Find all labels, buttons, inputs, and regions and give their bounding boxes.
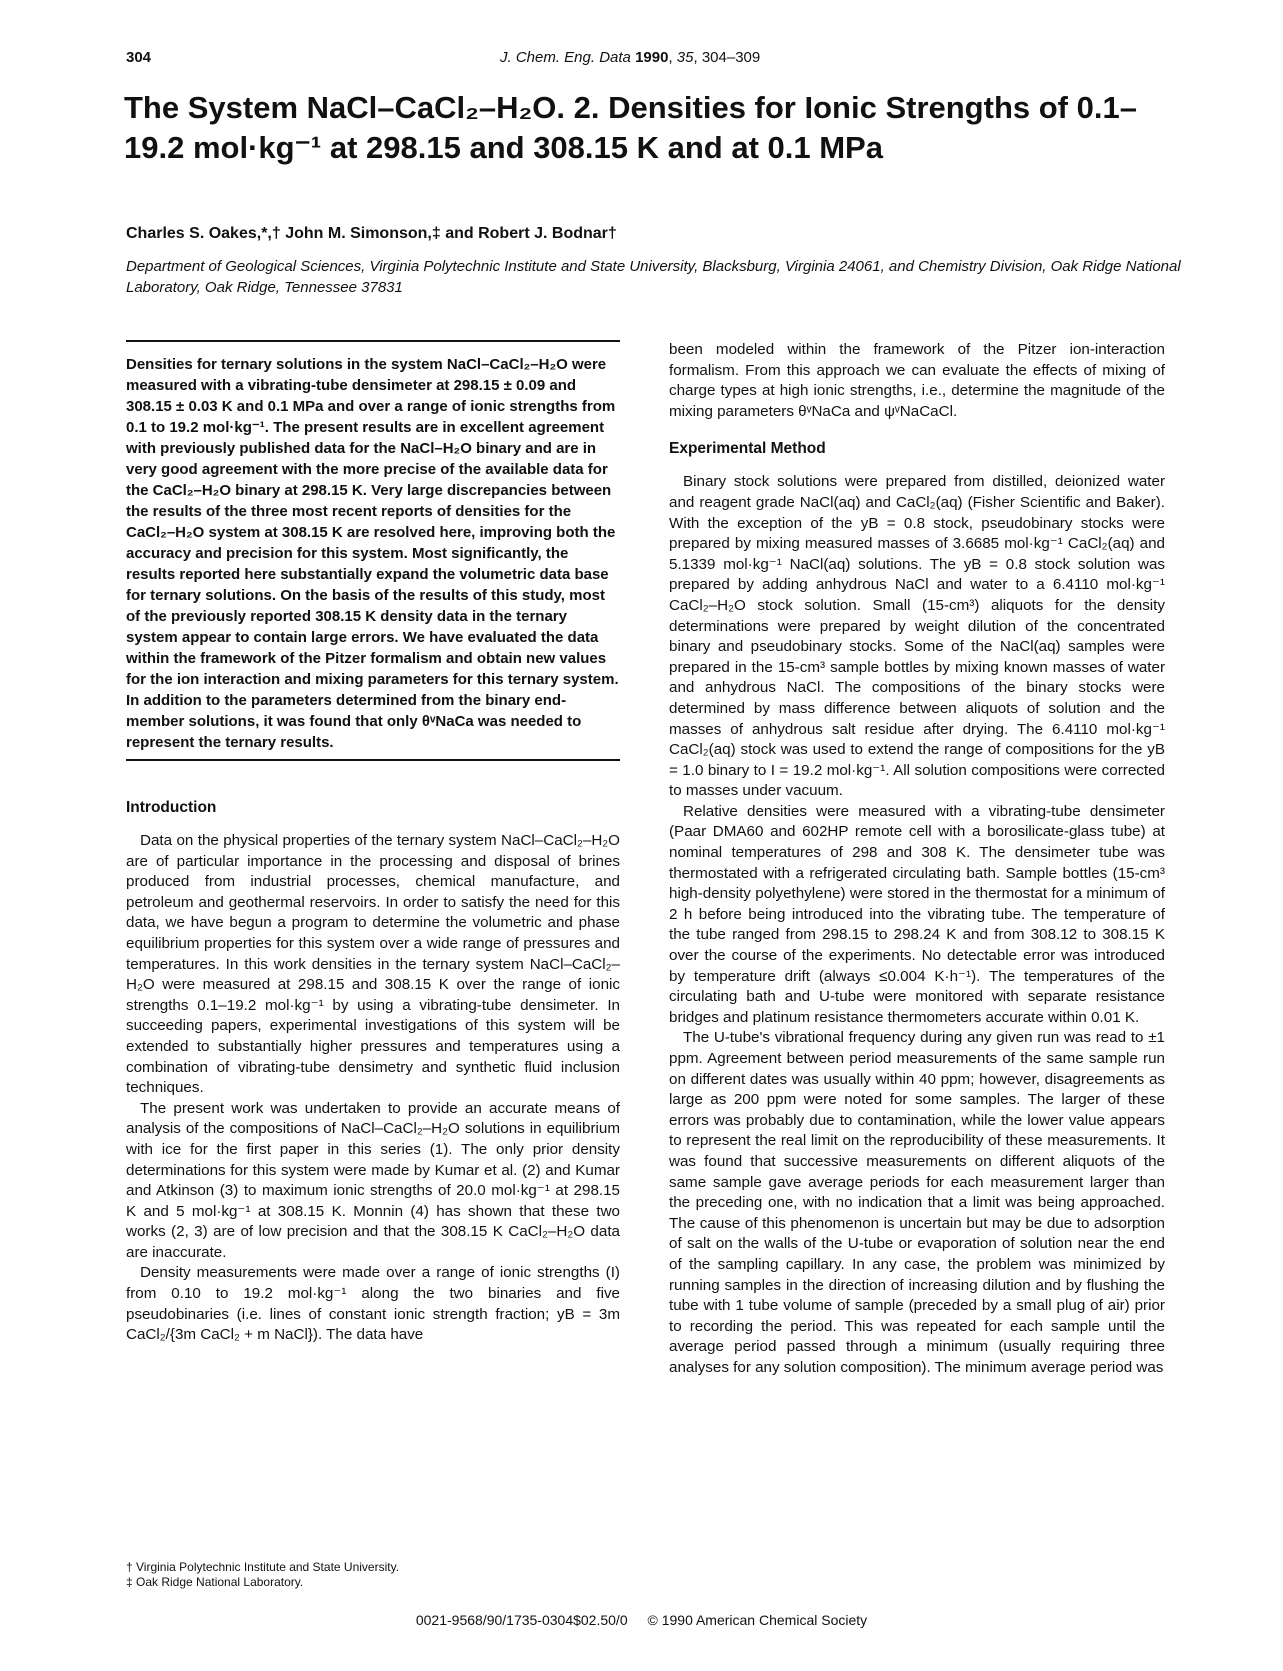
right-column — [669, 340, 1165, 1379]
abstract: Densities for ternary solutions in the system NaCl–CaCl₂–H₂O were measured with a vibrating-tube densimeter at 298.15 ± 0.09 and 308.15 ± 0.03 K and 0.1 MPa and over a range of ionic strengths from 0.1 to 19.2 mol·kg⁻¹. The present results are in excellent agreement with previously published data for the NaCl–H₂O binary and are in very good agreement with the more precise of the available data for the CaCl₂–H₂O binary at 298.15 K. Very large discrepancies between the results of the three most recent reports of densities for the CaCl₂–H₂O system at 308.15 K are resolved here, improving both the accuracy and precision for this system. Most significantly, the results reported here substantially expand the volumetric data base for ternary solutions. On the basis of the results of this study, most of the previously reported 308.15 K density data in the ternary system appear to contain large errors. We have evaluated the data within the framework of the Pitzer formalism and obtain new values for the ion interaction and mixing parameters for this ternary system. In addition to the parameters determined from the binary end-member solutions, it was found that only θᵛNaCa was needed to represent the ternary results. — [126, 356, 619, 751]
intro-paragraph: The present work was undertaken to provide an accurate means of analysis of the compositions of NaCl–CaCl₂–H₂O solutions in equilibrium with ice for the first paper in this series (1). The only prior density determinations for this system were made by Kumar et al. (2) and Kumar and Atkinson (3) to maximum ionic strengths of 20.0 mol·kg⁻¹ at 298.15 K and 5 mol·kg⁻¹ at 308.15 K. Monnin (4) has shown that these two works (2, 3) are of low precision and that the 308.15 K CaCl₂–H₂O data are inaccurate. — [126, 1099, 620, 1261]
copyright: © 1990 American Chemical Society — [647, 1612, 868, 1628]
experimental-paragraph: Relative densities were measured with a vibrating-tube densimeter (Paar DMA60 and 602HP remote cell with a borosilicate-glass tube) at nominal temperatures of 298 and 308 K. The densimeter tube was thermostated with a refrigerated circulating bath. Sample bottles (15-cm³ high-density polyethylene) were stored in the thermostat for a minimum of 2 h before being introduced into the vibrating tube. The temperature of the tube ranged from 298.15 to 298.24 K and from 308.12 to 308.15 K over the course of the experiments. No detectable error was introduced by temperature drift (always ≤0.004 K·h⁻¹). The temperatures of the circulating bath and U-tube were monitored with separate resistance bridges and platinum resistance thermometers accurate within 0.01 K. — [669, 802, 1165, 1026]
intro-continuation: been modeled within the framework of the Pitzer ion-interaction formalism. From this approach we can evaluate the effects of mixing of charge types at high ionic strengths, i.e., determine the magnitude of the mixing parameters θᵛNaCa and ψᵛNaCaCl. — [669, 341, 1165, 420]
introduction-heading: Introduction — [126, 799, 217, 816]
footnote: † Virginia Polytechnic Institute and State University. — [126, 1560, 400, 1574]
journal-volume: 35 — [676, 49, 694, 66]
affiliation: Department of Geological Sciences, Virginia Polytechnic Institute and State University, Blacksburg, Virginia 24061, and Chemistry Division, Oak Ridge National Laboratory, Oak Ridge, Tennessee 37831 — [126, 258, 1181, 296]
page-number: 304 — [126, 49, 152, 66]
journal-citation: J. Chem. Eng. Data 1990, 35, 304–309 — [500, 49, 761, 66]
journal-year: 1990 — [635, 49, 669, 66]
intro-paragraph: Data on the physical properties of the ternary system NaCl–CaCl₂–H₂O are of particular importance in the processing and disposal of brines produced from industrial processes, chemical manufacture, and petroleum and geothermal reservoirs. In order to satisfy the need for this data, we have begun a program to determine the volumetric and phase equilibrium properties for this system over a wide range of pressures and temperatures. In this work densities in the ternary system NaCl–CaCl₂–H₂O were measured at 298.15 and 308.15 K over the range of ionic strengths 0.1–19.2 mol·kg⁻¹ by using a vibrating-tube densimeter. In succeeding papers, experimental investigations of this system will be extended to substantially higher pressures and temperatures using a combination of vibrating-tube densimetry and synthetic fluid inclusion techniques. — [126, 832, 620, 1097]
author-list: Charles S. Oakes,*,† John M. Simonson,‡ and Robert J. Bodnar† — [126, 225, 617, 242]
footnote: ‡ Oak Ridge National Laboratory. — [126, 1575, 304, 1589]
abstract-rule-bottom — [126, 759, 620, 761]
article-code: 0021-9568/90/1735-0304$02.50/0 — [415, 1612, 628, 1628]
intro-paragraph: Density measurements were made over a range of ionic strengths (I) from 0.10 to 19.2 mol·kg⁻¹ along the two binaries and five pseudobinaries (i.e. lines of constant ionic strength fraction; yB = 3m CaCl₂/{3m CaCl₂ + m NaCl}). The data have — [126, 1264, 620, 1344]
experimental-paragraph: The U-tube's vibrational frequency during any given run was read to ±1 ppm. Agreement between period measurements of the same sample run on different dates was usually within 40 ppm; however, disagreements as large as 200 ppm were noted for some samples. The larger of these errors was probably due to contamination, while the lower value appears to represent the real limit on the reproducibility of these measurements. It was found that successive measurements on different aliquots of the same sample gave average periods for each measurement larger than the preceding one, with no indication that a limit was being approached. The cause of this phenomenon is uncertain but may be due to adsorption of salt on the walls of the U-tube or evaporation of solution near the end of the sampling capillary. In any case, the problem was minimized by running samples in the direction of increasing dilution and by flushing the tube with 1 tube volume of sample (preceded by a small plug of air) prior to recording the period. This was repeated for each sample until the average period passed through a minimum (usually requiring three analyses for any solution composition). The minimum average period was — [669, 1029, 1165, 1376]
article-title: The System NaCl–CaCl₂–H₂O. 2. Densities for Ionic Strengths of 0.1–19.2 mol·kg⁻¹ at 298.15 and 308.15 K and at 0.1 MPa — [124, 90, 1137, 165]
journal-name: J. Chem. Eng. Data — [500, 49, 631, 66]
footnotes — [126, 1560, 620, 1590]
page-footer — [0, 1612, 1283, 1628]
experimental-paragraph: Binary stock solutions were prepared from distilled, deionized water and reagent grade NaCl(aq) and CaCl₂(aq) (Fisher Scientific and Baker). With the exception of the yB = 0.8 stock, pseudobinary stocks were prepared by mixing measured masses of 3.6685 mol·kg⁻¹ CaCl₂(aq) and 5.1339 mol·kg⁻¹ NaCl(aq) solutions. The yB = 0.8 stock solution was prepared by adding anhydrous NaCl and water to a 6.4110 mol·kg⁻¹ CaCl₂–H₂O stock solution. Small (15-cm³) aliquots for the density determinations were prepared by weight dilution of the concentrated binary and pseudobinary stocks. Some of the NaCl(aq) samples were prepared in the 15-cm³ sample bottles by mixing known masses of water and anhydrous NaCl. The compositions of the binary stocks were determined by mass difference between aliquots of solution and the masses of anhydrous salt residue after drying. The 6.4110 mol·kg⁻¹ CaCl₂(aq) stock was used to extend the range of compositions for the yB = 1.0 binary to I = 19.2 mol·kg⁻¹. All solution compositions were corrected to masses under vacuum. — [669, 473, 1165, 800]
left-column — [126, 340, 620, 1346]
experimental-heading: Experimental Method — [669, 440, 826, 458]
journal-pages: 304–309 — [701, 49, 761, 66]
